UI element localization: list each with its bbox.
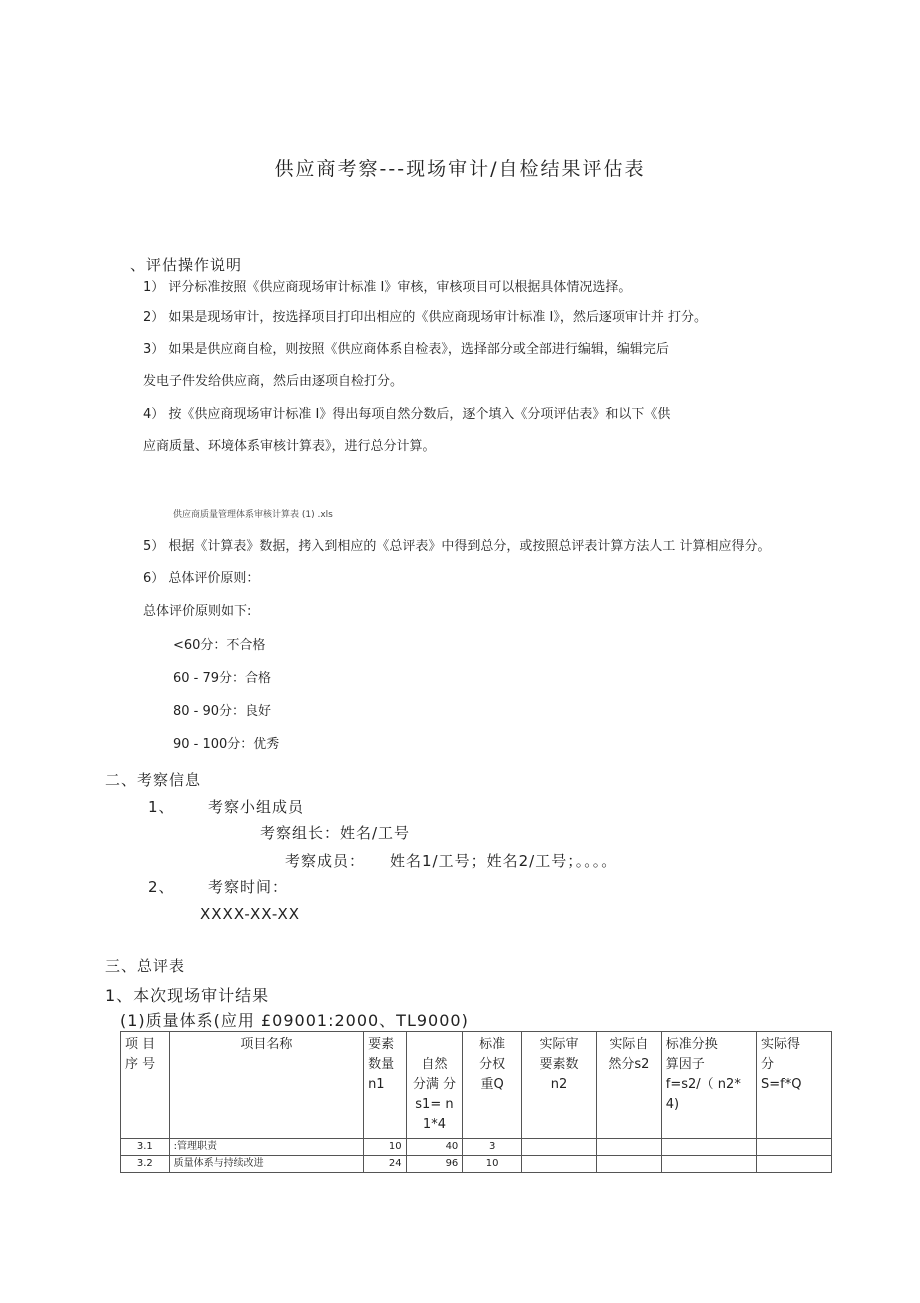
header-n2: 实际审 要素数 n2 xyxy=(522,1032,597,1139)
cell-name: 质量体系与持续改进 xyxy=(169,1156,363,1173)
cell-name: :管理职责 xyxy=(169,1139,363,1156)
table-row xyxy=(121,1156,832,1173)
cell-s1: 40 xyxy=(406,1139,463,1156)
header-n1: 要素 数量 n1 xyxy=(364,1032,407,1139)
page-title: 供应商考察---现场审计/自检结果评估表 xyxy=(274,158,646,180)
grade-fail: <60分：不合格 xyxy=(173,638,266,653)
header-s1: 自然 分满 分 s1= n 1*4 xyxy=(406,1032,463,1139)
team-members-label: 考察成员： xyxy=(285,852,366,870)
cell-n1: 24 xyxy=(364,1156,407,1173)
cell-s2 xyxy=(596,1139,661,1156)
header-q: 标准 分权 重Q xyxy=(463,1032,522,1139)
grade-good: 80 - 90分：良好 xyxy=(173,704,272,719)
cell-s2 xyxy=(596,1156,661,1173)
instruction-line-3b: 发电子件发给供应商，然后由逐项自检打分。 xyxy=(143,374,404,389)
cell-f xyxy=(661,1139,756,1156)
team-members-value: 姓名1/工号；姓名2/工号；。。。。 xyxy=(390,852,618,870)
cell-n2 xyxy=(522,1139,597,1156)
info-item2-label: 考察时间： xyxy=(208,878,289,896)
instruction-line-4b: 应商质量、环境体系审核计算表》，进行总分计算。 xyxy=(143,439,436,454)
instruction-line-3: 3） 如果是供应商自检，则按照《供应商体系自检表》，选择部分或全部进行编辑，编辑完后 xyxy=(143,342,669,357)
grade-pass: 60 - 79分：合格 xyxy=(173,671,272,686)
section2-heading: 二、考察信息 xyxy=(105,771,202,789)
principle-intro: 总体评价原则如下: xyxy=(143,604,252,619)
grade-excellent: 90 - 100分：优秀 xyxy=(173,737,280,752)
table-header-row xyxy=(121,1032,832,1139)
attachment-file-link[interactable]: 供应商质量管理体系审核计算表 (1) .xls xyxy=(173,510,333,520)
instruction-line-1: 1） 评分标准按照《供应商现场审计标准 I》审核，审核项目可以根据具体情况选择。 xyxy=(143,280,632,295)
cell-n1: 10 xyxy=(364,1139,407,1156)
cell-n2 xyxy=(522,1156,597,1173)
cell-id: 3.1 xyxy=(121,1139,170,1156)
section3-heading: 三、总评表 xyxy=(105,957,186,975)
section3-sub2: (1)质量体系(应用 £09001:2000、TL9000) xyxy=(120,1011,469,1030)
cell-q: 10 xyxy=(463,1156,522,1173)
instruction-line-4: 4） 按《供应商现场审计标准 I》得出每项自然分数后，逐个填入《分项评估表》和以下《供 xyxy=(143,407,671,422)
quality-system-table xyxy=(120,1031,832,1173)
header-s2: 实际自 然分s2 xyxy=(596,1032,661,1139)
section1-heading: 、评估操作说明 xyxy=(130,256,243,274)
header-s: 实际得 分 S=f*Q xyxy=(756,1032,831,1139)
team-leader: 考察组长：姓名/工号 xyxy=(260,824,411,842)
section3-sub1: 1、本次现场审计结果 xyxy=(105,986,270,1005)
instruction-line-2: 2） 如果是现场审计，按选择项目打印出相应的《供应商现场审计标准 I》，然后逐项审计并 打分。 xyxy=(143,310,708,325)
cell-s1: 96 xyxy=(406,1156,463,1173)
audit-date: XXXX-XX-XX xyxy=(200,905,301,923)
table-row xyxy=(121,1139,832,1156)
header-item-no: 项 目 序 号 xyxy=(121,1032,170,1139)
cell-s xyxy=(756,1156,831,1173)
info-item2-num: 2、 xyxy=(148,878,175,896)
info-item1-label: 考察小组成员 xyxy=(208,798,305,816)
cell-q: 3 xyxy=(463,1139,522,1156)
instruction-line-6: 6） 总体评价原则： xyxy=(143,571,260,586)
header-f: 标准分换 算因子 f=s2/（ n2* 4) xyxy=(661,1032,756,1139)
header-item-name: 项目名称 xyxy=(169,1032,363,1139)
info-item1-num: 1、 xyxy=(148,798,175,816)
cell-id: 3.2 xyxy=(121,1156,170,1173)
instruction-line-5: 5） 根据《计算表》数据，拷入到相应的《总评表》中得到总分，或按照总评表计算方法人工 计算相应得分。 xyxy=(143,539,771,554)
cell-f xyxy=(661,1156,756,1173)
cell-s xyxy=(756,1139,831,1156)
